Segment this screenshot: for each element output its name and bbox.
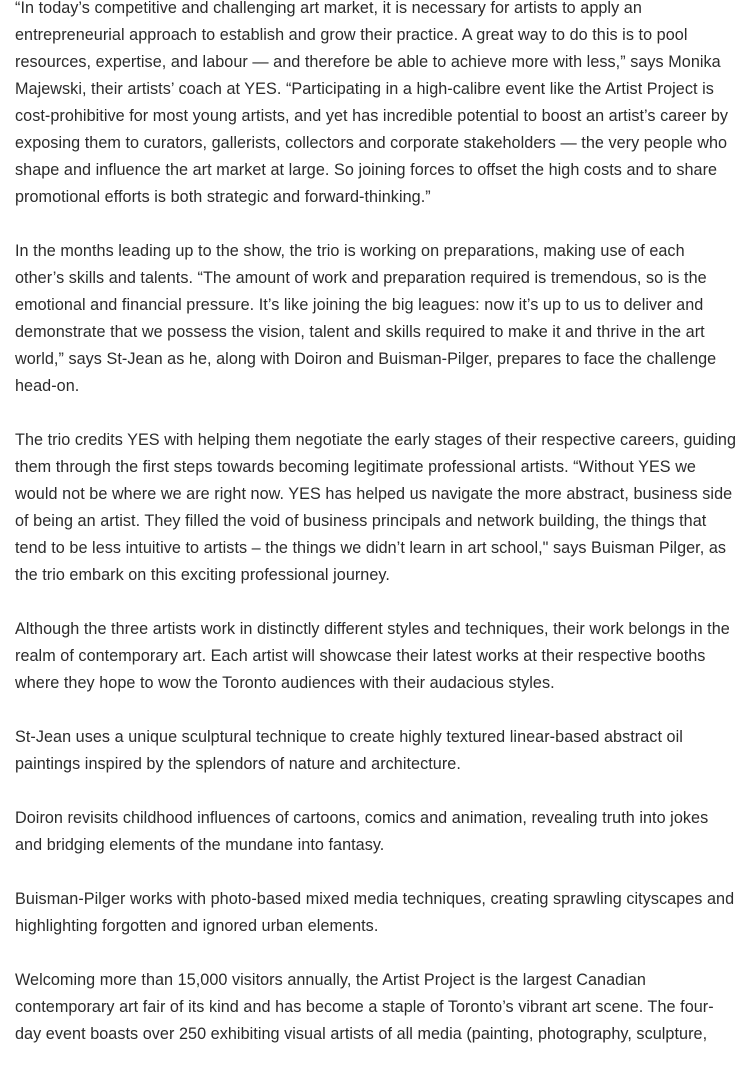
article-body xyxy=(15,0,737,1075)
paragraph-artist-project: Welcoming more than 15,000 visitors annually, the Artist Project is the largest Canadian contemporary art fair of its kind and has become a staple of Toronto’s vibrant art scene. The four-day event boasts over 250 exhibiting visual artists of all media (painting, photography, sculpture, xyxy=(15,971,714,1043)
paragraph-preparations: In the months leading up to the show, the trio is working on preparations, making use of each other’s skills and talents. “The amount of work and preparation required is tremendous, so is the emotional and financial pressure. It’s like joining the big leagues: now it’s up to us to deliver and demonstrate that we possess the vision, talent and skills required to make it and thrive in the art world,” says St-Jean as he, along with Doiron and Buisman-Pilger, prepares to face the challenge head-on. xyxy=(15,242,717,395)
paragraph-yes-credit: The trio credits YES with helping them negotiate the early stages of their respective careers, guiding them through the first steps towards becoming legitimate professional artists. “Without YES we would not be where we are right now. YES has helped us navigate the more abstract, business side of being an artist. They filled the void of business principals and network building, the things that tend to be less intuitive to artists – the things we didn’t learn in art school," says Buisman Pilger, as the trio embark on this exciting professional journey. xyxy=(15,431,737,584)
paragraph-styles: Although the three artists work in distinctly different styles and techniques, their work belongs in the realm of contemporary art. Each artist will showcase their latest works at their respective booths where they hope to wow the Toronto audiences with their audacious styles. xyxy=(15,620,730,692)
paragraph-buisman-pilger: Buisman-Pilger works with photo-based mixed media techniques, creating sprawling cityscapes and highlighting forgotten and ignored urban elements. xyxy=(15,890,735,935)
paragraph-doiron: Doiron revisits childhood influences of cartoons, comics and animation, revealing truth into jokes and bridging elements of the mundane into fantasy. xyxy=(15,809,709,854)
paragraph-st-jean: St-Jean uses a unique sculptural technique to create highly textured linear-based abstract oil paintings inspired by the splendors of nature and architecture. xyxy=(15,728,683,773)
paragraph-majewski-quote: “In today’s competitive and challenging art market, it is necessary for artists to apply an entrepreneurial approach to establish and grow their practice. A great way to do this is to pool resources, expertise, and labour — and therefore be able to achieve more with less,” says Monika Majewski, their artists’ coach at YES. “Participating in a high-calibre event like the Artist Project is cost-prohibitive for most young artists, and yet has incredible potential to boost an artist’s career by exposing them to curators, gallerists, collectors and corporate stakeholders — the very people who shape and influence the art market at large. So joining forces to offset the high costs and to share promotional efforts is both strategic and forward-thinking.” xyxy=(15,0,729,206)
